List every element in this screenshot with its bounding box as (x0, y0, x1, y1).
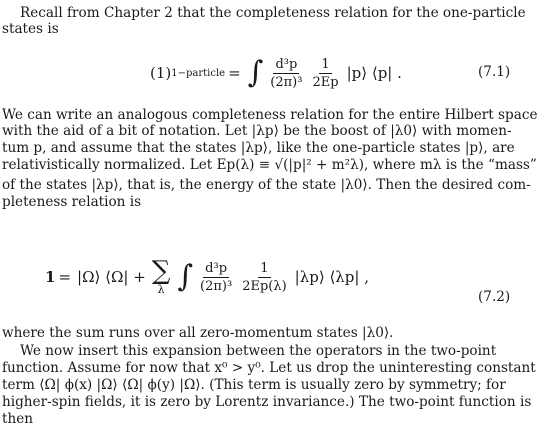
measure-numerator: d³p (275, 56, 298, 72)
text-line: We now insert this expansion between the operators in the two-point (20, 343, 497, 359)
energy-numerator: 1 (260, 260, 269, 276)
equation-number: (7.2) (478, 289, 511, 305)
measure-denominator: (2π)³ (200, 278, 233, 294)
energy-denominator: 2Ep (312, 74, 339, 90)
sum-symbol (152, 258, 171, 296)
eq2-projector: |λp⟩ ⟨λp| , (294, 268, 369, 286)
sum-index: λ (157, 283, 165, 296)
text-line: states is (2, 21, 59, 37)
eq1-lhs-subscript: 1−particle (171, 67, 226, 79)
energy-numerator: 1 (321, 56, 330, 72)
measure-numerator: d³p (205, 260, 228, 276)
energy-fraction (310, 57, 340, 90)
energy-denominator: 2Ep(λ) (242, 278, 287, 294)
text-line: where the sum runs over all zero-momentum states |λ0⟩. (2, 325, 394, 341)
text-line: higher-spin fields, it is zero by Lorentz invariance.) The two-point function is (2, 394, 532, 410)
integral-symbol: ∫ (247, 55, 264, 90)
text-line: term ⟨Ω| ϕ(x) |Ω⟩ ⟨Ω| ϕ(y) |Ω⟩. (This term is usually zero by symmetry; for (2, 377, 506, 393)
sigma: ∑ (151, 256, 171, 286)
integral-symbol: ∫ (177, 259, 194, 294)
text-line: function. Assume for now that x⁰ > y⁰. Let us drop the uninteresting constant (2, 360, 536, 376)
eq2-vacuum-term: |Ω⟩ ⟨Ω| + (77, 268, 146, 286)
text-line: relativistically normalized. Let Ep(λ) ≡ √(|p|² + m²λ), where mλ is the “mass” (2, 157, 537, 173)
eq1-lhs: (1) (150, 64, 172, 82)
text-line: pleteness relation is (2, 194, 142, 210)
eq2-equals: = (58, 268, 72, 286)
measure-fraction (198, 261, 234, 294)
equation-7-1 (150, 47, 405, 99)
equation-number: (7.1) (478, 64, 511, 80)
eq1-projector: |p⟩ ⟨p| . (346, 64, 402, 82)
text-line: We can write an analogous completeness relation for the entire Hilbert space (2, 107, 538, 123)
measure-fraction (268, 57, 304, 90)
text-line: Recall from Chapter 2 that the completeness relation for the one-particle (20, 5, 526, 21)
eq1-equals: = (228, 64, 241, 82)
text-line: then (2, 411, 34, 427)
energy-fraction (240, 261, 288, 294)
equation-7-2 (45, 240, 372, 314)
measure-denominator: (2π)³ (270, 74, 303, 90)
text-line: with the aid of a bit of notation. Let |λp⟩ be the boost of |λ0⟩ with momen- (2, 123, 512, 139)
text-line: tum p, and assume that the states |λp⟩, like the one-particle states |p⟩, are (2, 140, 515, 156)
text-line: of the states |λp⟩, that is, the energy of the state |λ0⟩. Then the desired com- (2, 177, 531, 193)
eq2-lhs: 1 (45, 268, 56, 286)
